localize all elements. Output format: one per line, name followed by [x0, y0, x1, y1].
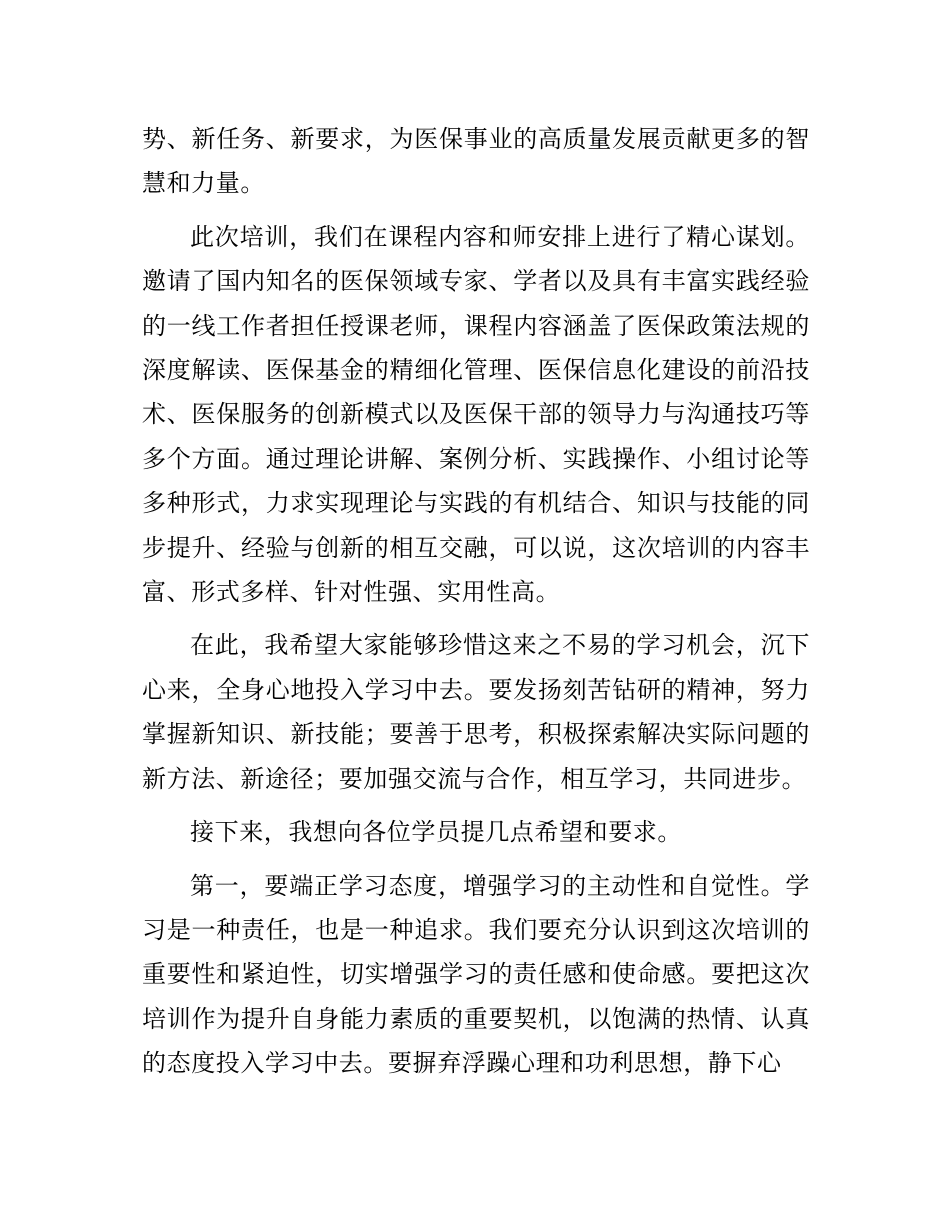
paragraph-first-requirement: 第一，要端正学习态度，增强学习的主动性和自觉性。学习是一种责任，也是一种追求。我们要充分认识到这次培训的重要性和紧迫性，切实增强学习的责任感和使命感。要把这次培训作为提升自身能力素质的重要契机，以饱满的热情、认真的态度投入学习中去。要摒弃浮躁心理和功利思想，静下心 — [142, 871, 810, 1078]
document-body — [142, 117, 810, 1095]
paragraph-requirements-intro: 接下来，我想向各位学员提几点希望和要求。 — [190, 818, 682, 847]
paragraph-continued: 势、新任务、新要求，为医保事业的高质量发展贡献更多的智慧和力量。 — [142, 125, 810, 198]
paragraph-training-arrangement: 此次培训，我们在课程内容和师安排上进行了精心谋划。邀请了国内知名的医保领域专家、学者以及具有丰富实践经验的一线工作者担任授课老师，课程内容涵盖了医保政策法规的深度解读、医保基金的精细化管理、医保信息化建设的前沿技术、医保服务的创新模式以及医保干部的领导力与沟通技巧等多个方面。通过理论讲解、案例分析、实践操作、小组讨论等多种形式，力求实现理论与实践的有机结合、知识与技能的同步提升、经验与创新的相互交融，可以说，这次培训的内容丰富、形式多样、针对性强、实用性高。 — [142, 222, 810, 607]
paragraph-hope-cherish: 在此，我希望大家能够珍惜这来之不易的学习机会，沉下心来，全身心地投入学习中去。要发扬刻苦钻研的精神，努力掌握新知识、新技能；要善于思考，积极探索解决实际问题的新方法、新途径；要加强交流与合作，相互学习，共同进步。 — [142, 631, 810, 793]
